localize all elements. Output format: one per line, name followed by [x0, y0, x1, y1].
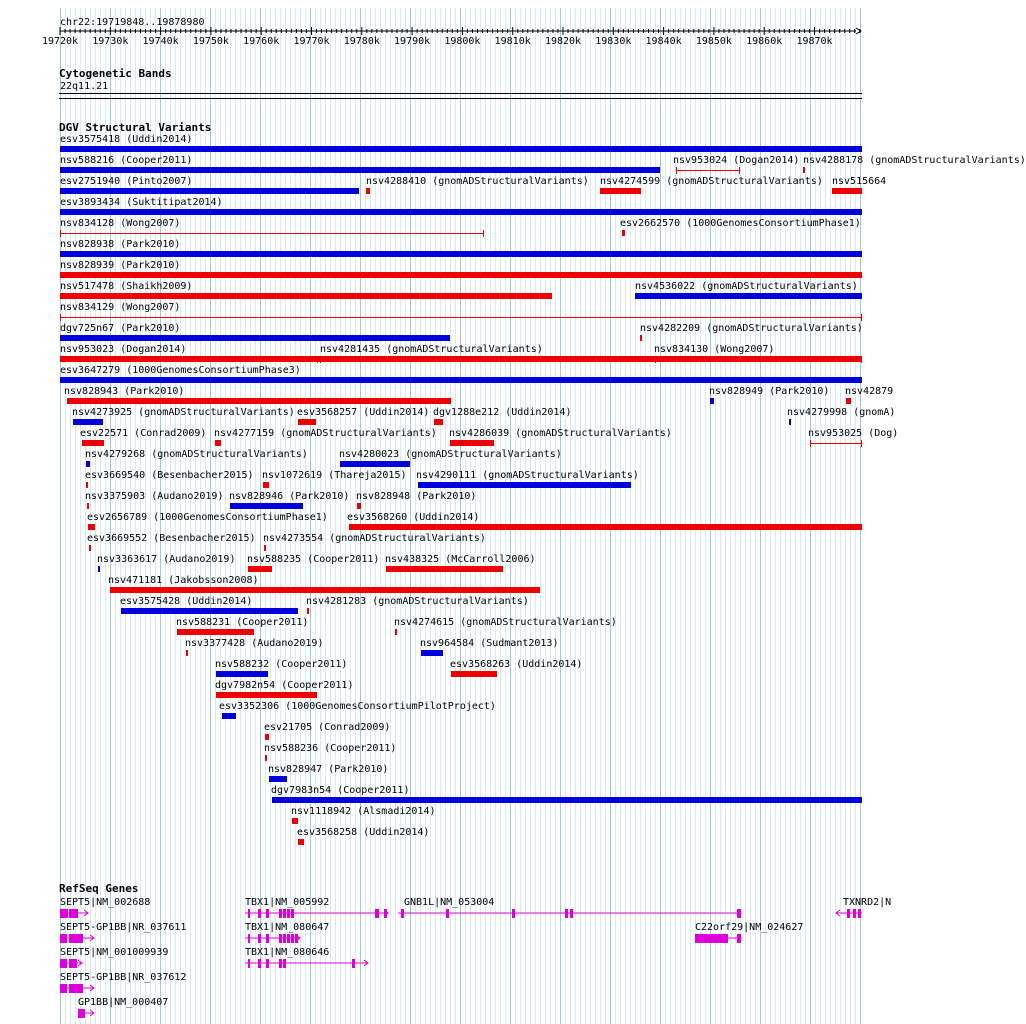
variant-label[interactable]: esv3568260 (Uddin2014)	[347, 512, 480, 523]
ruler-coordinates-label: chr22:19719848..19878980	[60, 17, 205, 28]
gene-label[interactable]: TXNRD2|N	[843, 897, 892, 908]
gene-exon[interactable]	[352, 959, 355, 968]
variant-label[interactable]: nsv4274599 (gnomADStructuralVariants)	[600, 176, 823, 187]
variant-label[interactable]: esv3669540 (Besenbacher2015)	[85, 470, 254, 481]
variant-label[interactable]: esv3568258 (Uddin2014)	[297, 827, 430, 838]
ruler-tick-label: 19820k	[544, 36, 582, 47]
variant-label[interactable]: nsv828947 (Park2010)	[268, 764, 389, 775]
gene-label[interactable]: TBX1|NM_080647	[245, 922, 330, 933]
gene-exon[interactable]	[69, 984, 83, 993]
variant-label[interactable]: esv2751940 (Pinto2007)	[60, 176, 193, 187]
gene-exon[interactable]	[60, 909, 68, 918]
gene-exon[interactable]	[266, 959, 269, 968]
gene-exon[interactable]	[248, 934, 250, 943]
variant-label[interactable]: nsv42879	[845, 386, 894, 397]
refseq-track-title: RefSeq Genes	[59, 882, 139, 895]
ruler-tick-label: 19730k	[92, 36, 129, 47]
variant-label[interactable]: nsv828943 (Park2010)	[64, 386, 185, 397]
gene-exon[interactable]	[847, 909, 850, 918]
variant-label[interactable]: dgv725n67 (Park2010)	[60, 323, 181, 334]
variant-label[interactable]: nsv4273554 (gnomADStructuralVariants)	[263, 533, 486, 544]
variant-label[interactable]: nsv4288178 (gnomADStructuralVariants)	[803, 155, 1026, 166]
variant-label[interactable]: nsv4274615 (gnomADStructuralVariants)	[394, 617, 617, 628]
ruler-tick-label: 19750k	[192, 36, 229, 47]
variant-label[interactable]: nsv1118942 (Alsmadi2014)	[291, 806, 436, 817]
gene-exon[interactable]	[565, 909, 568, 918]
gene-exon[interactable]	[287, 934, 290, 943]
gene-exon[interactable]	[248, 909, 250, 918]
gene-exon[interactable]	[570, 909, 573, 918]
gene-exon[interactable]	[60, 984, 67, 993]
variant-label[interactable]: nsv828939 (Park2010)	[60, 260, 181, 271]
gene-exon[interactable]	[401, 909, 404, 918]
variant-label[interactable]: nsv953024 (Dogan2014)	[673, 155, 800, 166]
variant-label[interactable]: esv3568257 (Uddin2014)	[297, 407, 430, 418]
variant-label[interactable]: esv3352306 (1000GenomesConsortiumPilotProject)	[219, 701, 496, 712]
gene-exon[interactable]	[858, 909, 861, 918]
variant-label[interactable]: nsv4286039 (gnomADStructuralVariants)	[449, 428, 672, 439]
gene-exon[interactable]	[283, 909, 286, 918]
variant-label[interactable]: esv3669552 (Besenbacher2015)	[87, 533, 256, 544]
variant-label[interactable]: esv3568263 (Uddin2014)	[450, 659, 583, 670]
variant-label[interactable]: esv3647279 (1000GenomesConsortiumPhase3)	[60, 365, 301, 376]
gene-exon[interactable]	[853, 909, 856, 918]
cytoband-label: 22q11.21	[60, 81, 109, 92]
variant-label[interactable]: nsv471181 (Jakobsson2008)	[108, 575, 259, 586]
variant-label[interactable]: nsv1072619 (Thareja2015)	[262, 470, 407, 481]
gene-exon[interactable]	[291, 909, 294, 918]
variant-label[interactable]: nsv828946 (Park2010)	[229, 491, 350, 502]
variant-label[interactable]: nsv588236 (Cooper2011)	[264, 743, 397, 754]
variant-label[interactable]: nsv953025 (Dog)	[808, 428, 899, 439]
variant-label[interactable]: nsv4288410 (gnomADStructuralVariants)	[366, 176, 589, 187]
variant-label[interactable]: nsv4277159 (gnomADStructuralVariants)	[214, 428, 437, 439]
ruler-tick-label: 19780k	[343, 36, 380, 47]
ruler-tick-label: 19870k	[796, 36, 833, 47]
gene-exon[interactable]	[283, 934, 286, 943]
gene-exon[interactable]	[279, 909, 282, 918]
gene-exon[interactable]	[69, 959, 77, 968]
variant-label[interactable]: nsv4279268 (gnomADStructuralVariants)	[85, 449, 308, 460]
variant-label[interactable]: nsv4536022 (gnomADStructuralVariants)	[635, 281, 858, 292]
ruler-tick-label: 19860k	[746, 36, 783, 47]
variant-label[interactable]: dgv7982n54 (Cooper2011)	[215, 680, 354, 691]
variant-label[interactable]: esv3893434 (Suktitipat2014)	[60, 197, 223, 208]
gene-exon[interactable]	[69, 909, 78, 918]
variant-label[interactable]: nsv588216 (Cooper2011)	[60, 155, 193, 166]
gene-label[interactable]: TBX1|NM_080646	[245, 947, 330, 958]
gene-label[interactable]: GNB1L|NM_053004	[404, 897, 495, 908]
variant-label[interactable]: dgv7983n54 (Cooper2011)	[271, 785, 410, 796]
ruler-tick-label: 19800k	[444, 36, 481, 47]
variant-label[interactable]: nsv588235 (Cooper2011)	[247, 554, 380, 565]
gene-exon[interactable]	[512, 909, 515, 918]
ruler-tick-label: 19790k	[394, 36, 431, 47]
variant-label[interactable]: nsv834128 (Wong2007)	[60, 218, 181, 229]
variant-label[interactable]: nsv588231 (Cooper2011)	[176, 617, 309, 628]
gene-exon[interactable]	[248, 959, 250, 968]
gene-exon[interactable]	[279, 934, 282, 943]
gene-label[interactable]: SEPT5|NM_001009939	[60, 947, 169, 958]
ruler-tick-label: 19830k	[595, 36, 632, 47]
variant-label[interactable]: nsv828948 (Park2010)	[356, 491, 477, 502]
variant-label[interactable]: esv3575428 (Uddin2014)	[120, 596, 253, 607]
ruler-tick-label: 19720k	[41, 36, 79, 47]
ruler-tick-label: 19840k	[645, 36, 682, 47]
gene-exon[interactable]	[78, 1009, 85, 1018]
gene-exon[interactable]	[60, 959, 67, 968]
variant-label[interactable]: nsv438325 (McCarroll2006)	[385, 554, 536, 565]
variant-label[interactable]: nsv4282209 (gnomADStructuralVariants)	[640, 323, 863, 334]
variant-label[interactable]: nsv3377428 (Audano2019)	[185, 638, 324, 649]
variant-label[interactable]: nsv828949 (Park2010)	[709, 386, 830, 397]
variant-label[interactable]: nsv588232 (Cooper2011)	[215, 659, 348, 670]
gene-exon[interactable]	[60, 934, 67, 943]
variant-label[interactable]: nsv3363617 (Audano2019)	[97, 554, 236, 565]
variant-label[interactable]: nsv4290111 (gnomADStructuralVariants)	[416, 470, 639, 481]
gene-exon[interactable]	[279, 959, 282, 968]
gene-exon[interactable]	[375, 909, 379, 918]
variant-label[interactable]: nsv3375903 (Audano2019)	[85, 491, 224, 502]
gene-exon[interactable]	[291, 934, 294, 943]
ruler-tick-label: 19740k	[142, 36, 179, 47]
variant-label[interactable]: nsv953023 (Dogan2014)	[60, 344, 187, 355]
gene-label[interactable]: SEPT5-GP1BB|NR_037612	[60, 972, 187, 983]
gene-label[interactable]: C22orf29|NM_024627	[695, 922, 804, 933]
variant-label[interactable]: esv21705 (Conrad2009)	[264, 722, 391, 733]
ruler-tick-label: 19770k	[293, 36, 330, 47]
variant-label[interactable]: nsv4279998 (gnomA)	[787, 407, 896, 418]
variant-label[interactable]: nsv4280023 (gnomADStructuralVariants)	[339, 449, 562, 460]
gene-exon[interactable]	[69, 934, 83, 943]
gene-exon[interactable]	[258, 909, 261, 918]
gene-exon[interactable]	[446, 909, 449, 918]
variant-label[interactable]: esv22571 (Conrad2009)	[80, 428, 207, 439]
gene-exon[interactable]	[258, 959, 261, 968]
dgv-track-title: DGV Structural Variants	[59, 121, 212, 134]
ruler-tick-label: 19810k	[494, 36, 531, 47]
variant-label[interactable]: esv3575418 (Uddin2014)	[60, 134, 193, 145]
gene-exon[interactable]	[266, 909, 269, 918]
variant-label[interactable]: esv2656789 (1000GenomesConsortiumPhase1)	[87, 512, 328, 523]
variant-label[interactable]: dgv1288e212 (Uddin2014)	[433, 407, 572, 418]
variant-label[interactable]: nsv834130 (Wong2007)	[654, 344, 775, 355]
variant-label[interactable]: nsv828938 (Park2010)	[60, 239, 181, 250]
ruler-tick-label: 19850k	[695, 36, 732, 47]
variant-label[interactable]: nsv4273925 (gnomADStructuralVariants)	[72, 407, 295, 418]
gene-exon[interactable]	[287, 909, 290, 918]
gene-label[interactable]: SEPT5|NM_002688	[60, 897, 151, 908]
variant-label[interactable]: nsv834129 (Wong2007)	[60, 302, 181, 313]
variant-label[interactable]: nsv515664	[832, 176, 887, 187]
ruler-tick-label: 19760k	[243, 36, 280, 47]
gene-label[interactable]: TBX1|NM_005992	[245, 897, 330, 908]
variant-label[interactable]: nsv517478 (Shaikh2009)	[60, 281, 193, 292]
variant-label[interactable]: esv2662570 (1000GenomesConsortiumPhase1)	[620, 218, 861, 229]
variant-label[interactable]: nsv4281435 (gnomADStructuralVariants)	[320, 344, 543, 355]
gene-exon[interactable]	[695, 934, 728, 943]
gene-exon[interactable]	[283, 959, 286, 968]
gene-label[interactable]: GP1BB|NM_000407	[78, 997, 169, 1008]
variant-label[interactable]: nsv4281283 (gnomADStructuralVariants)	[306, 596, 529, 607]
gene-label[interactable]: SEPT5-GP1BB|NR_037611	[60, 922, 187, 933]
variant-label[interactable]: nsv964584 (Sudmant2013)	[420, 638, 559, 649]
cytobands-track-title: Cytogenetic Bands	[59, 67, 172, 80]
gene-exon[interactable]	[266, 934, 269, 943]
gene-exon[interactable]	[258, 934, 261, 943]
